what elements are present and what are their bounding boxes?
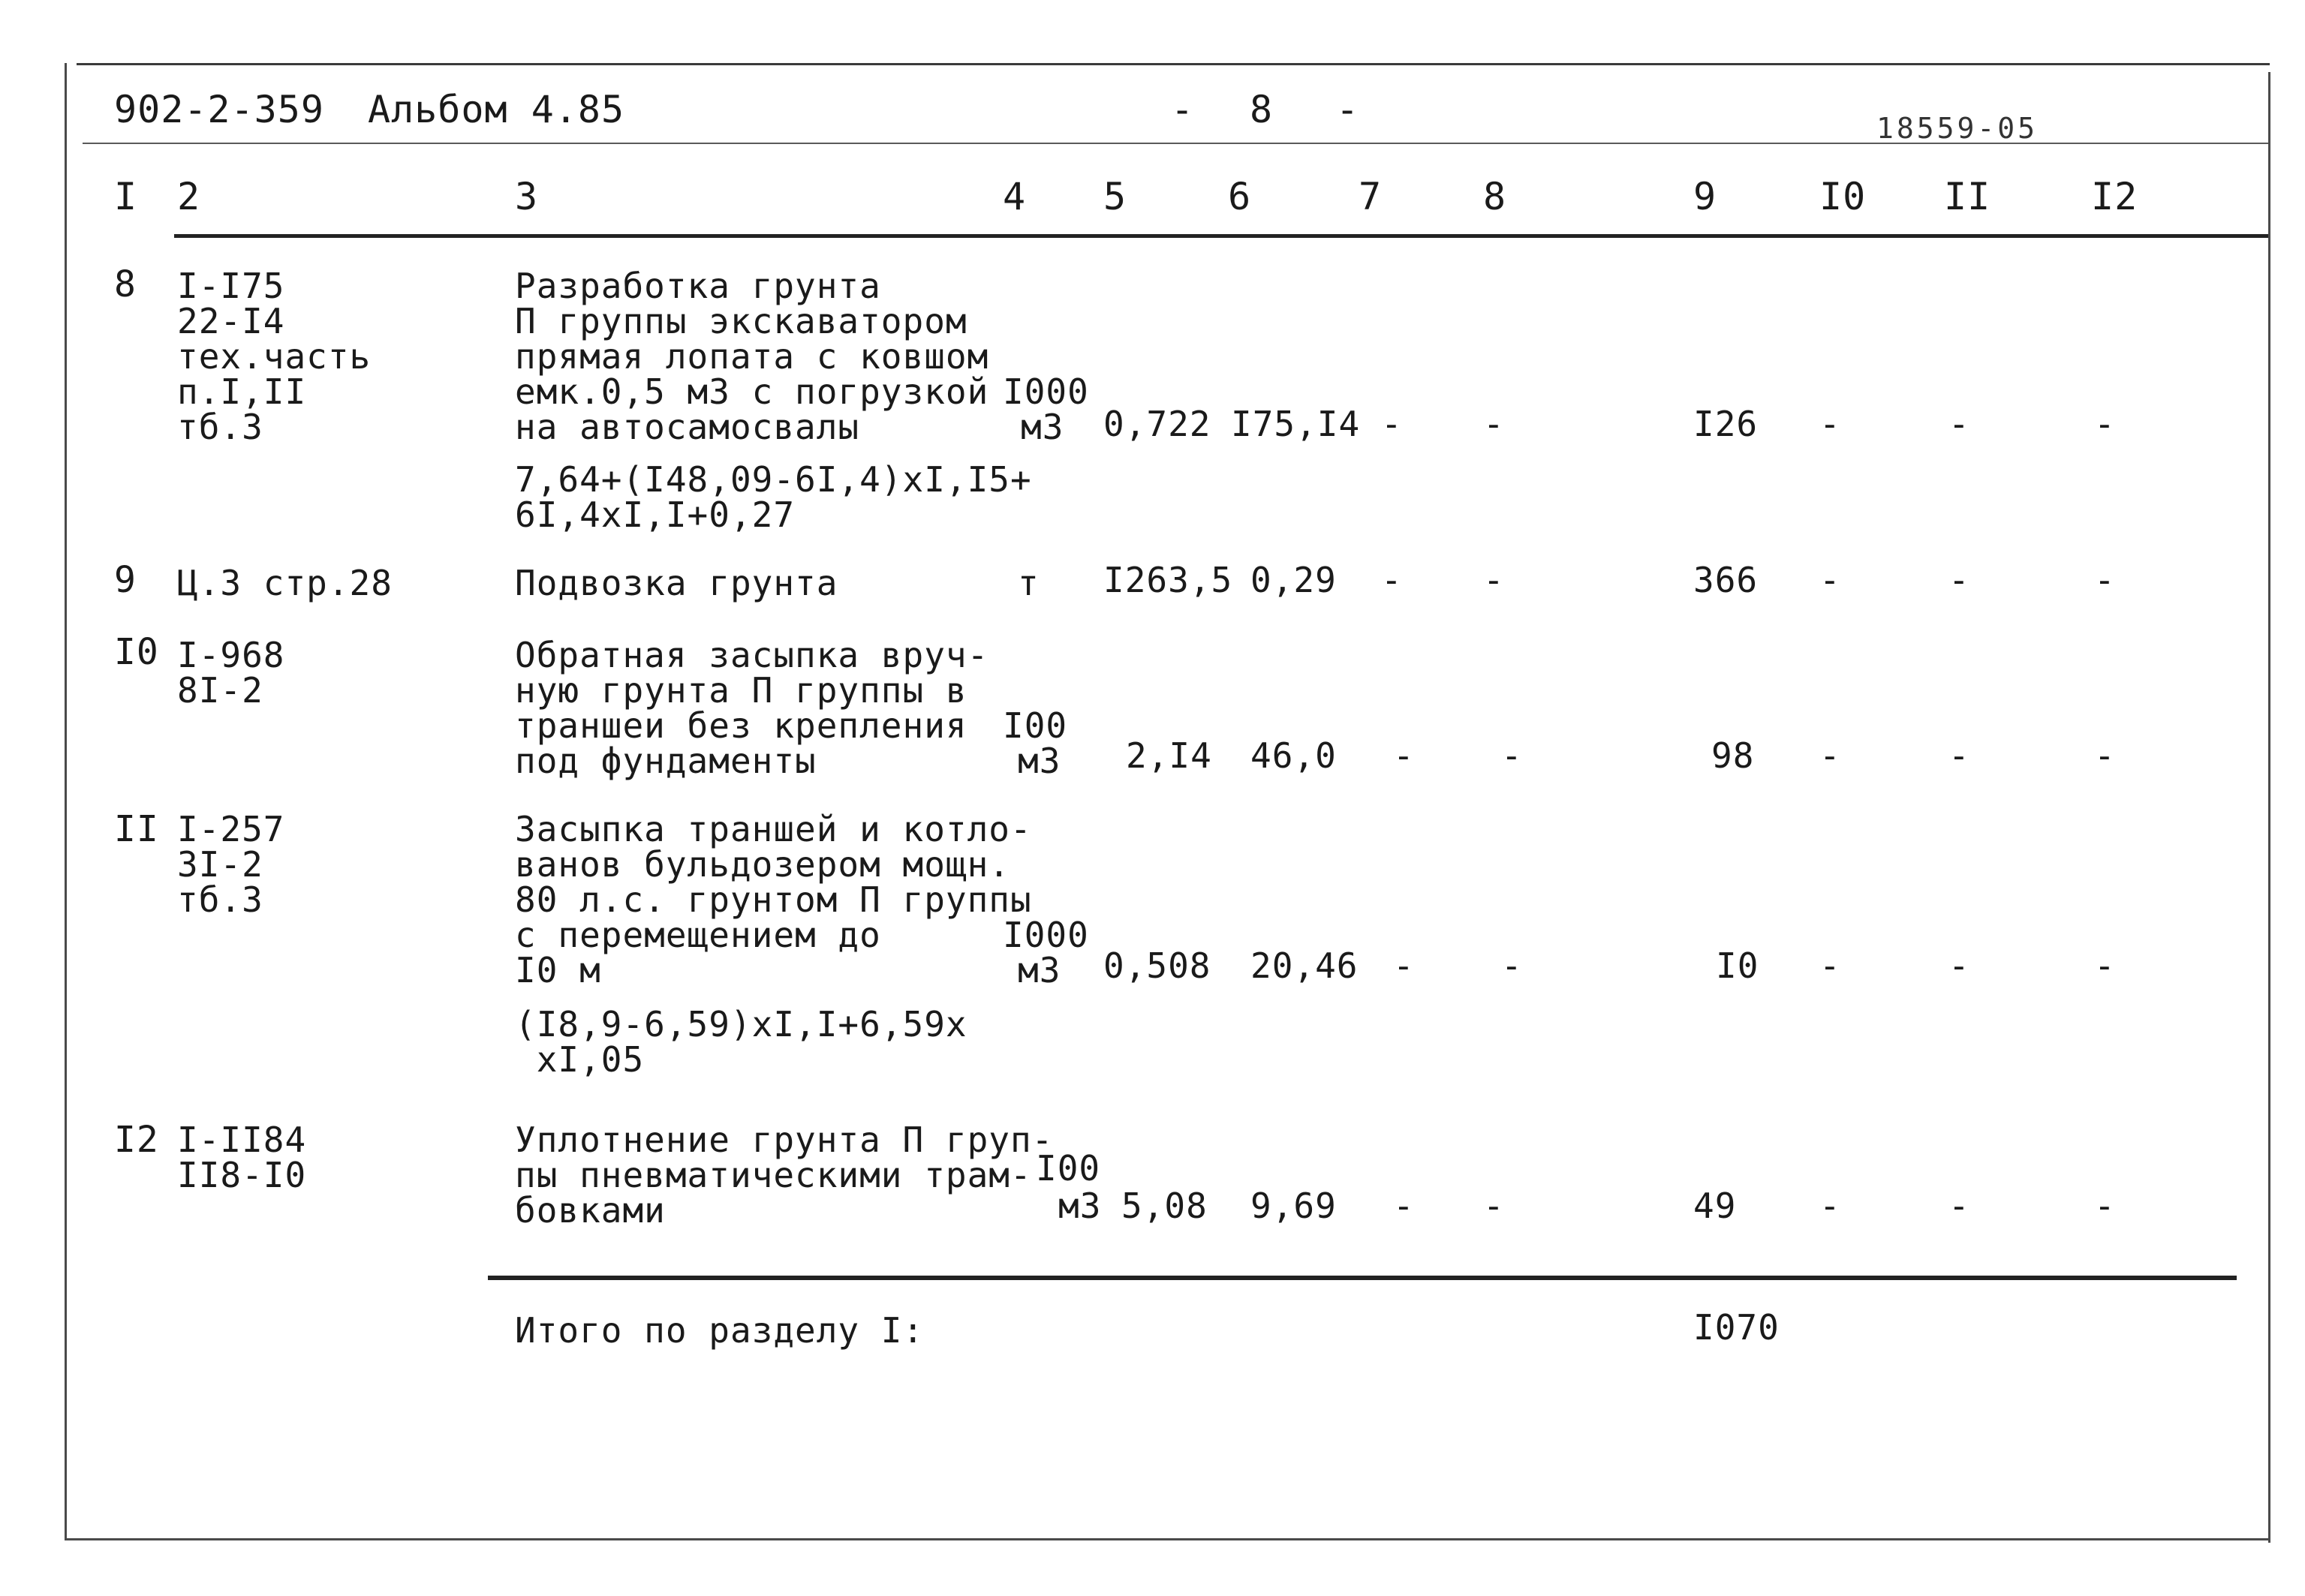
work-description: бовками — [515, 1190, 666, 1231]
col-header-2: 2 — [177, 175, 201, 218]
total-cost-cell: 98 — [1711, 735, 1755, 776]
total-cost-cell: 49 — [1693, 1186, 1737, 1226]
page-border-top — [77, 63, 2270, 65]
row-number: I0 — [114, 631, 159, 673]
col7-cell: - — [1381, 404, 1403, 444]
unit-of-measure: м3 — [1018, 741, 1061, 781]
col8-cell: - — [1501, 735, 1523, 776]
unit-of-measure: м3 — [1021, 407, 1064, 447]
work-description: с перемещением до — [515, 915, 881, 955]
norm-reference: 8I-2 — [177, 670, 263, 711]
col11-cell: - — [1948, 404, 1970, 444]
col-header-11: II — [1944, 175, 1991, 218]
price-formula: 7,64+(I48,09-6I,4)xI,I5+ — [515, 459, 1032, 500]
norm-reference: I-I75 — [177, 266, 285, 306]
col11-cell: - — [1948, 560, 1970, 600]
col12-cell: - — [2094, 735, 2116, 776]
col7-cell: - — [1393, 945, 1415, 986]
col10-cell: - — [1819, 404, 1841, 444]
work-description: Обратная засыпка вруч- — [515, 635, 989, 675]
col7-cell: - — [1393, 735, 1415, 776]
norm-reference: I-257 — [177, 809, 285, 849]
archive-stamp: 18559-05 — [1876, 112, 2039, 145]
unit-price-cell: 9,69 — [1250, 1186, 1337, 1226]
total-cost-cell: I26 — [1693, 404, 1759, 444]
col8-cell: - — [1483, 560, 1505, 600]
row-number: 8 — [114, 263, 137, 305]
unit-of-measure: т — [1018, 563, 1040, 603]
page-border-right — [2268, 72, 2270, 1543]
work-description: пы пневматическими трам- — [515, 1155, 1032, 1195]
column-header-divider — [174, 234, 2268, 238]
page-border-bottom — [65, 1538, 2270, 1540]
quantity-cell: 0,722 — [1103, 404, 1211, 444]
work-description: траншеи без крепления — [515, 705, 967, 746]
col-header-6: 6 — [1228, 175, 1252, 218]
price-formula: 6I,4xI,I+0,27 — [515, 494, 796, 535]
work-description: 80 л.с. грунтом П группы — [515, 879, 1032, 920]
col-header-3: 3 — [515, 175, 539, 218]
page-number: 8 — [1250, 88, 1274, 131]
col7-cell: - — [1393, 1186, 1415, 1226]
col10-cell: - — [1819, 945, 1841, 986]
norm-reference: тб.3 — [177, 407, 263, 447]
work-description: Засыпка траншей и котло- — [515, 809, 1032, 849]
col12-cell: - — [2094, 1186, 2116, 1226]
norm-reference: тб.3 — [177, 879, 263, 920]
price-formula: xI,05 — [515, 1039, 645, 1080]
norm-reference: 3I-2 — [177, 844, 263, 885]
norm-reference: 22-I4 — [177, 301, 285, 341]
work-description: I0 м — [515, 950, 601, 990]
section-total-value: I070 — [1693, 1307, 1780, 1348]
norm-reference: Ц.3 стр.28 — [177, 563, 393, 603]
col-header-1: I — [114, 175, 138, 218]
col-header-5: 5 — [1103, 175, 1127, 218]
price-formula: (I8,9-6,59)xI,I+6,59x — [515, 1004, 967, 1044]
unit-of-measure: I000 — [1003, 915, 1089, 955]
work-description: прямая лопата с ковшом — [515, 336, 989, 377]
unit-of-measure: м3 — [1018, 950, 1061, 990]
page-border-left — [65, 63, 67, 1538]
row-number: II — [114, 808, 159, 850]
col10-cell: - — [1819, 560, 1841, 600]
unit-of-measure: I000 — [1003, 371, 1089, 412]
quantity-cell: 5,08 — [1121, 1186, 1208, 1226]
col-header-10: I0 — [1819, 175, 1867, 218]
unit-price-cell: 0,29 — [1250, 560, 1337, 600]
quantity-cell: I263,5 — [1103, 560, 1233, 600]
album-label: Альбом 4.85 — [368, 88, 625, 131]
unit-of-measure: I00 — [1003, 705, 1068, 746]
work-description: Уплотнение грунта П груп- — [515, 1120, 1054, 1160]
total-cost-cell: I0 — [1716, 945, 1759, 986]
col7-cell: - — [1381, 560, 1403, 600]
norm-reference: I-968 — [177, 635, 285, 675]
norm-reference: тех.часть — [177, 336, 372, 377]
col11-cell: - — [1948, 735, 1970, 776]
total-divider — [488, 1276, 2237, 1280]
col-header-4: 4 — [1003, 175, 1027, 218]
unit-price-cell: 46,0 — [1250, 735, 1337, 776]
col8-cell: - — [1483, 1186, 1505, 1226]
page-dash-right: - — [1336, 88, 1360, 131]
col-header-7: 7 — [1359, 175, 1383, 218]
col10-cell: - — [1819, 735, 1841, 776]
total-cost-cell: 366 — [1693, 560, 1759, 600]
work-description: на автосамосвалы — [515, 407, 860, 447]
col11-cell: - — [1948, 1186, 1970, 1226]
work-description: П группы экскаватором — [515, 301, 967, 341]
col-header-8: 8 — [1483, 175, 1507, 218]
norm-reference: II8-I0 — [177, 1155, 307, 1195]
work-description: Подвозка грунта — [515, 563, 838, 603]
section-total-label: Итого по разделу I: — [515, 1310, 925, 1351]
work-description: емк.0,5 м3 с погрузкой — [515, 371, 989, 412]
row-number: 9 — [114, 559, 137, 601]
norm-reference: п.I,II — [177, 371, 307, 412]
col8-cell: - — [1501, 945, 1523, 986]
col12-cell: - — [2094, 404, 2116, 444]
col-header-9: 9 — [1693, 175, 1717, 218]
page-dash-left: - — [1171, 88, 1195, 131]
quantity-cell: 2,I4 — [1126, 735, 1212, 776]
unit-price-cell: 20,46 — [1250, 945, 1359, 986]
col-header-12: I2 — [2091, 175, 2138, 218]
quantity-cell: 0,508 — [1103, 945, 1211, 986]
col12-cell: - — [2094, 560, 2116, 600]
work-description: ванов бульдозером мощн. — [515, 844, 1010, 885]
project-code: 902-2-359 — [114, 88, 324, 131]
work-description: ную грунта П группы в — [515, 670, 967, 711]
work-description: под фундаменты — [515, 741, 817, 781]
col11-cell: - — [1948, 945, 1970, 986]
unit-price-cell: I75,I4 — [1231, 404, 1361, 444]
col12-cell: - — [2094, 945, 2116, 986]
unit-of-measure: I00 — [1036, 1148, 1101, 1189]
unit-of-measure: м3 — [1058, 1186, 1102, 1226]
col10-cell: - — [1819, 1186, 1841, 1226]
work-description: Разработка грунта — [515, 266, 881, 306]
col8-cell: - — [1483, 404, 1505, 444]
row-number: I2 — [114, 1119, 159, 1161]
norm-reference: I-II84 — [177, 1120, 307, 1160]
